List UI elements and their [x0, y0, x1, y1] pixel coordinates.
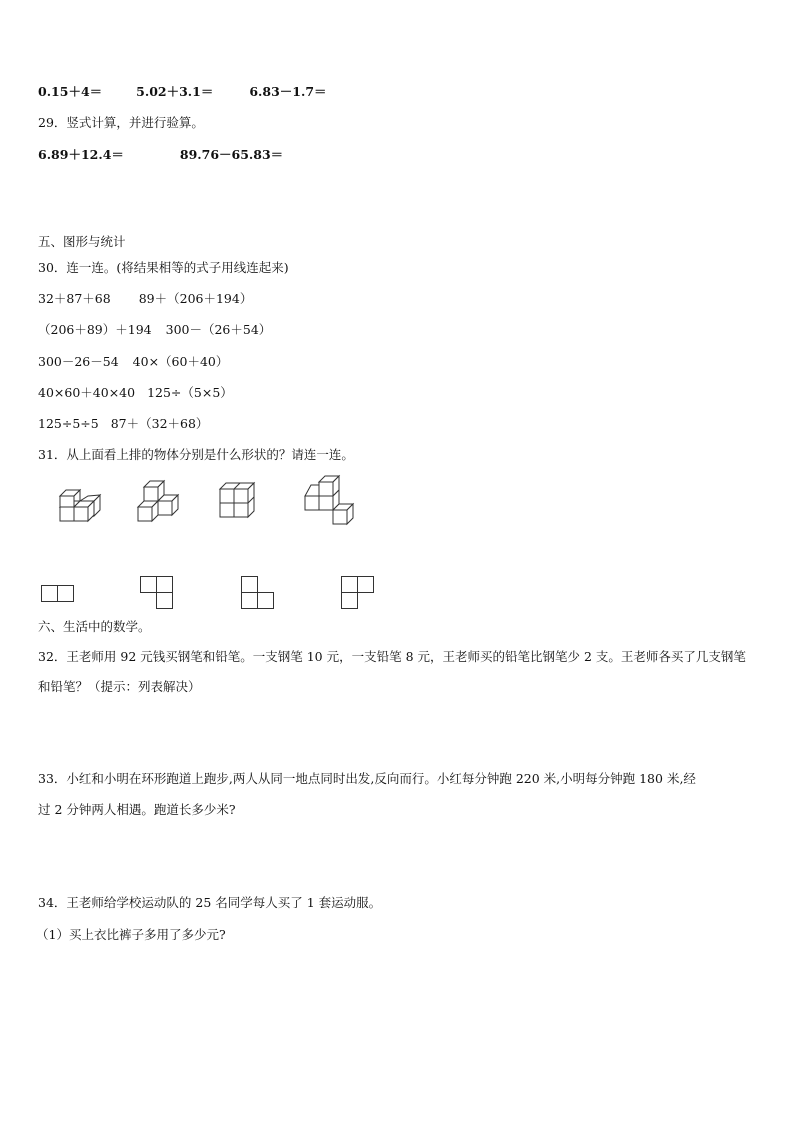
cube-figure-2 — [137, 478, 189, 528]
q30-left-expr: 40×60＋40×40 — [38, 385, 136, 400]
section-5-heading: 五、图形与统计 — [38, 234, 126, 249]
q30-title: 30．连一连。(将结果相等的式子用线连起来) — [38, 260, 289, 275]
calc-row — [38, 84, 327, 100]
q30-right-expr: 300－（26＋54） — [165, 322, 272, 337]
cube-figure-4 — [300, 473, 356, 527]
calc-expr-2: 5.02＋3.1＝ — [136, 84, 214, 99]
q30-left-expr: （206＋89）＋194 — [38, 322, 152, 337]
section-6-heading: 六、生活中的数学。 — [38, 619, 151, 634]
q29-exprs — [38, 147, 283, 163]
q30-left-expr: 32＋87＋68 — [38, 291, 111, 306]
q30-left-expr: 300－26－54 — [38, 354, 119, 369]
q30-row — [38, 416, 208, 432]
q30-left-expr: 125÷5÷5 — [38, 416, 99, 431]
q29-expr-2: 89.76－65.83＝ — [179, 147, 284, 162]
q30-right-expr: 87＋（32＋68） — [110, 416, 209, 431]
q29-expr-1: 6.89＋12.4＝ — [38, 147, 124, 162]
top-view-shape-3 — [241, 576, 275, 610]
q33-line-2: 过 2 分钟两人相遇。跑道长多少米? — [38, 802, 236, 817]
calc-expr-3: 6.83－1.7＝ — [249, 84, 327, 99]
q30-row — [38, 322, 271, 338]
q30-right-expr: 125÷（5×5） — [147, 385, 233, 400]
cube-figure-3 — [218, 480, 270, 526]
q34-sub-1: （1）买上衣比裤子多用了多少元? — [36, 927, 226, 942]
q33-line-1: 33．小红和小明在环形跑道上跑步,两人从同一地点同时出发,反向而行。小红每分钟跑 220 米,小明每分钟跑 180 米,经 — [38, 771, 696, 786]
calc-expr-1: 0.15＋4＝ — [38, 84, 103, 99]
q30-row — [38, 354, 228, 370]
q29-title: 29．竖式计算，并进行验算。 — [38, 115, 204, 130]
q34-title: 34．王老师给学校运动队的 25 名同学每人买了 1 套运动服。 — [38, 895, 382, 910]
q30-row — [38, 385, 233, 401]
q32-text: 32．王老师用 92 元钱买钢笔和铅笔。一支钢笔 10 元，一支铅笔 8 元，王老师买的铅笔比钢笔少 2 支。王老师各买了几支钢笔和铅笔？（提示：列表解决） — [38, 649, 746, 694]
top-view-shape-1 — [41, 585, 75, 603]
q31-title: 31．从上面看上排的物体分别是什么形状的？请连一连。 — [38, 447, 354, 462]
top-view-shape-4 — [341, 576, 375, 610]
q30-right-expr: 40×（60＋40） — [132, 354, 229, 369]
cube-figure-1 — [57, 487, 103, 527]
top-view-shape-2 — [140, 576, 174, 610]
q30-row — [38, 291, 252, 307]
q30-right-expr: 89＋（206＋194） — [138, 291, 253, 306]
